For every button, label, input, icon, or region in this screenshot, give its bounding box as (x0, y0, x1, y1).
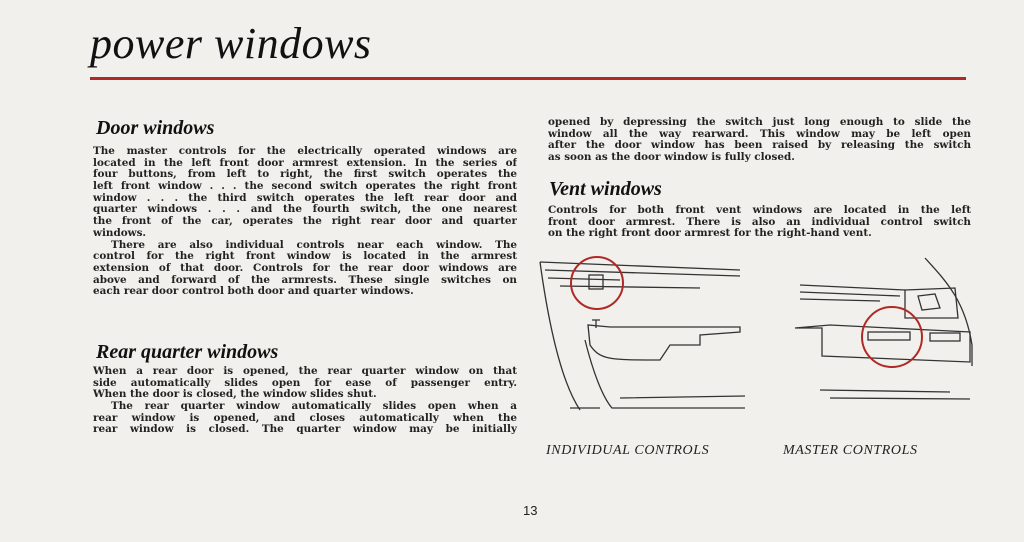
highlight-circle-master (862, 307, 922, 367)
text-line: When the door is closed, the window slides shut. (93, 389, 377, 401)
text-line: extension of that door. Controls for the rear door windows are (93, 262, 517, 274)
text-line: There are also individual controls near each window. The (111, 239, 517, 251)
text-line: side automatically slides open for ease of passenger entry. (93, 377, 517, 389)
text-line: opened by depressing the switch just long enough to slide the (548, 117, 971, 128)
caption-individual-controls: INDIVIDUAL CONTROLS (546, 443, 710, 458)
individual-controls-drawing (540, 257, 745, 410)
text-line: each rear door control both door and quarter windows. (93, 286, 414, 298)
text-line: four buttons, from left to right, the first switch operates the (93, 169, 517, 181)
text-line: window . . . the third switch operates the left rear door and (93, 192, 517, 204)
text-line: after the door window has been raised by releasing the switch (548, 140, 971, 152)
text-line: When a rear door is opened, the rear quarter window on that (93, 366, 517, 377)
text-line: windows. (93, 227, 147, 239)
text-line: The rear quarter window automatically slides open when a (111, 401, 517, 413)
text-line: above and forward of the armrests. These single switches on (93, 274, 517, 286)
text-line: rear window is opened, and closes automatically when the (93, 412, 517, 424)
text-line: left front window . . . the second switch operates the right front (93, 181, 517, 193)
text-line: front door armrest. There is also an individual control switch (548, 216, 971, 228)
heading-rear-quarter-windows: Rear quarter windows (96, 341, 279, 363)
heading-door-windows: Door windows (96, 117, 215, 139)
text-line: quarter windows . . . and the fourth switch, the one nearest (93, 204, 517, 216)
text-line: control for the right front window is located in the armrest (93, 251, 517, 263)
text-line: located in the left front door armrest extension. In the series of (93, 157, 517, 169)
heading-vent-windows: Vent windows (549, 178, 662, 200)
master-controls-drawing (795, 258, 972, 399)
page-number: 13 (523, 503, 538, 518)
caption-master-controls: MASTER CONTROLS (783, 443, 918, 458)
text-line: Controls for both front vent windows are located in the left (548, 205, 971, 216)
text-line: window all the way rearward. This window may be left open (548, 128, 971, 140)
text-line: as soon as the door window is fully closed. (548, 152, 795, 164)
text-line: The master controls for the electrically operated windows are (93, 146, 517, 157)
text-line: on the right front door armrest for the right-hand vent. (548, 228, 872, 240)
text-line: the front of the car, operates the right rear door and quarter (93, 216, 517, 228)
page-title: power windows (90, 19, 372, 68)
text-line: rear window is closed. The quarter window may be initially (93, 424, 517, 436)
